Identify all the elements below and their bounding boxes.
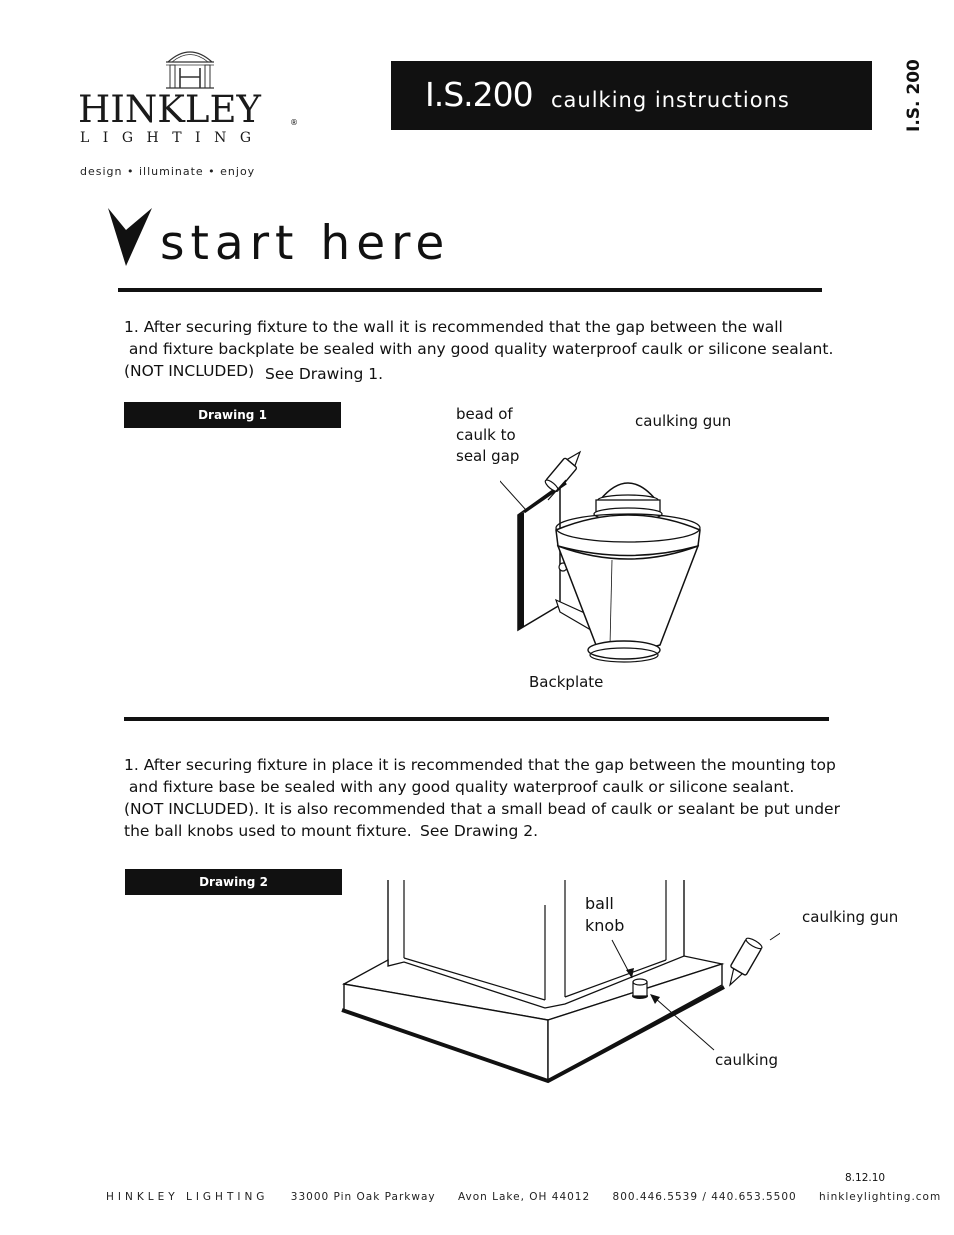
revision-date: 8.12.10 <box>845 1172 886 1184</box>
ball-knob-callout-line: knob <box>585 916 625 935</box>
footer-city: Avon Lake, OH 44012 <box>457 1191 591 1203</box>
step1-text-line: (NOT INCLUDED) <box>124 362 255 380</box>
start-here-heading: start here <box>160 216 451 271</box>
caulking-callout: caulking <box>715 1051 778 1069</box>
start-arrow-icon <box>106 206 154 268</box>
brand-subtitle: LIGHTING <box>80 130 265 146</box>
step2-text-line: (NOT INCLUDED). It is also recommended that a small bead of caulk or sealant be put under <box>124 800 840 818</box>
brand-name: HINKLEY <box>78 88 261 131</box>
step1-text-line: 1. After securing fixture to the wall it is recommended that the gap between the wall <box>124 318 783 336</box>
step2-text-line: the ball knobs used to mount fixture. <box>124 822 412 840</box>
title-bar <box>391 61 872 130</box>
step1-drawing-reference: See Drawing 1. <box>265 365 384 383</box>
section-divider <box>124 717 829 721</box>
bead-callout-line: caulk to <box>456 426 516 444</box>
drawing2-label: Drawing 2 <box>125 869 342 895</box>
step2-drawing-reference: See Drawing 2. <box>420 822 539 840</box>
section-divider <box>118 288 822 292</box>
side-document-code <box>880 60 940 140</box>
footer-address: 33000 Pin Oak Parkway <box>290 1191 436 1203</box>
footer-company: HINKLEY LIGHTING <box>106 1191 269 1203</box>
backplate-callout: Backplate <box>529 673 604 691</box>
step2-text-line: and fixture base be sealed with any good quality waterproof caulk or silicone sealant. <box>124 778 795 796</box>
caulking-gun-callout: caulking gun <box>635 412 732 430</box>
drawing1-wall-fixture-illustration <box>500 430 730 670</box>
step1-text-line: and fixture backplate be sealed with any good quality waterproof caulk or silicone sealant. <box>124 340 834 358</box>
bead-callout-line: bead of <box>456 405 513 423</box>
step2-text-line: 1. After securing fixture in place it is recommended that the gap between the mounting top <box>124 756 836 774</box>
hinkley-logo-emblem <box>162 44 218 90</box>
ball-knob-callout-line: ball <box>585 894 614 913</box>
brand-tagline: design • illuminate • enjoy <box>80 165 256 178</box>
document-title: caulking instructions <box>551 88 790 112</box>
bead-callout-line: seal gap <box>456 447 520 465</box>
document-code: I.S.200 <box>425 75 533 114</box>
footer-phone: 800.446.5539 / 440.653.5500 <box>612 1191 797 1203</box>
footer-website[interactable]: hinkleylighting.com <box>819 1191 942 1203</box>
footer <box>106 1191 954 1203</box>
drawing2-post-fixture-illustration <box>340 880 780 1090</box>
drawing1-label: Drawing 1 <box>124 402 341 428</box>
registered-mark: ® <box>290 118 298 127</box>
side-code-text: I.S. 200 <box>904 59 924 132</box>
caulking-gun-callout: caulking gun <box>802 908 899 926</box>
